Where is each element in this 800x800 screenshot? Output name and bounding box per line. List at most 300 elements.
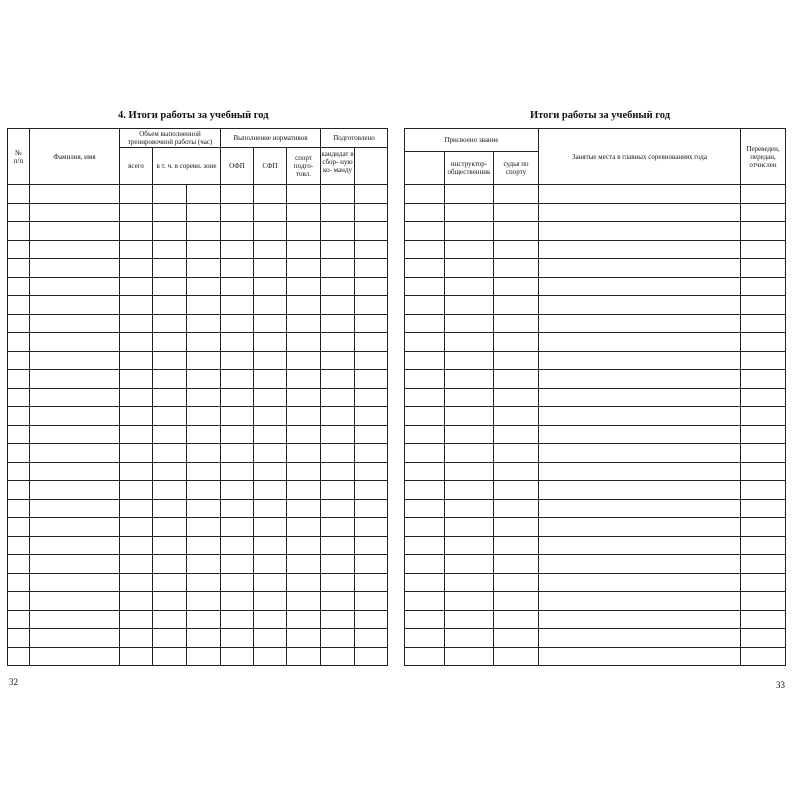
right-cell[interactable] <box>741 277 786 296</box>
right-cell[interactable] <box>494 370 539 389</box>
right-cell[interactable] <box>405 388 445 407</box>
left-cell[interactable] <box>30 388 120 407</box>
right-cell[interactable] <box>741 314 786 333</box>
left-cell[interactable] <box>287 314 321 333</box>
right-cell[interactable] <box>494 425 539 444</box>
left-cell[interactable] <box>30 647 120 666</box>
left-cell[interactable] <box>254 555 287 574</box>
right-cell[interactable] <box>539 203 741 222</box>
left-cell[interactable] <box>8 592 30 611</box>
left-cell[interactable] <box>221 647 254 666</box>
left-cell[interactable] <box>254 370 287 389</box>
left-cell[interactable] <box>254 388 287 407</box>
left-cell[interactable] <box>287 444 321 463</box>
left-cell[interactable] <box>321 388 355 407</box>
right-cell[interactable] <box>494 629 539 648</box>
left-cell[interactable] <box>187 592 221 611</box>
left-cell[interactable] <box>287 499 321 518</box>
right-cell[interactable] <box>741 222 786 241</box>
left-cell[interactable] <box>221 573 254 592</box>
left-cell[interactable] <box>355 425 388 444</box>
right-cell[interactable] <box>539 592 741 611</box>
right-cell[interactable] <box>445 259 494 278</box>
left-cell[interactable] <box>120 351 153 370</box>
right-cell[interactable] <box>494 277 539 296</box>
left-cell[interactable] <box>153 573 187 592</box>
right-cell[interactable] <box>445 333 494 352</box>
right-cell[interactable] <box>494 592 539 611</box>
left-cell[interactable] <box>254 425 287 444</box>
left-cell[interactable] <box>254 462 287 481</box>
left-cell[interactable] <box>30 314 120 333</box>
left-cell[interactable] <box>153 610 187 629</box>
left-cell[interactable] <box>30 370 120 389</box>
right-cell[interactable] <box>741 425 786 444</box>
left-cell[interactable] <box>187 296 221 315</box>
left-cell[interactable] <box>120 555 153 574</box>
left-cell[interactable] <box>120 407 153 426</box>
left-cell[interactable] <box>30 425 120 444</box>
left-cell[interactable] <box>321 536 355 555</box>
left-cell[interactable] <box>8 647 30 666</box>
left-cell[interactable] <box>120 647 153 666</box>
left-cell[interactable] <box>221 314 254 333</box>
left-cell[interactable] <box>120 388 153 407</box>
right-cell[interactable] <box>539 388 741 407</box>
left-cell[interactable] <box>187 536 221 555</box>
right-cell[interactable] <box>539 462 741 481</box>
left-cell[interactable] <box>355 370 388 389</box>
right-cell[interactable] <box>445 240 494 259</box>
left-cell[interactable] <box>321 499 355 518</box>
left-cell[interactable] <box>8 388 30 407</box>
right-cell[interactable] <box>741 462 786 481</box>
right-cell[interactable] <box>445 185 494 204</box>
left-cell[interactable] <box>221 277 254 296</box>
right-cell[interactable] <box>741 370 786 389</box>
right-cell[interactable] <box>539 573 741 592</box>
left-cell[interactable] <box>321 610 355 629</box>
left-cell[interactable] <box>120 240 153 259</box>
left-cell[interactable] <box>187 555 221 574</box>
left-cell[interactable] <box>355 518 388 537</box>
left-cell[interactable] <box>287 259 321 278</box>
left-cell[interactable] <box>153 555 187 574</box>
right-cell[interactable] <box>539 518 741 537</box>
right-cell[interactable] <box>445 296 494 315</box>
right-cell[interactable] <box>405 314 445 333</box>
right-cell[interactable] <box>494 462 539 481</box>
left-cell[interactable] <box>187 351 221 370</box>
left-cell[interactable] <box>321 277 355 296</box>
left-cell[interactable] <box>120 259 153 278</box>
right-cell[interactable] <box>539 647 741 666</box>
left-cell[interactable] <box>120 462 153 481</box>
left-cell[interactable] <box>321 240 355 259</box>
left-cell[interactable] <box>287 240 321 259</box>
left-cell[interactable] <box>254 296 287 315</box>
right-cell[interactable] <box>405 222 445 241</box>
right-cell[interactable] <box>494 351 539 370</box>
right-cell[interactable] <box>494 259 539 278</box>
left-cell[interactable] <box>153 518 187 537</box>
left-cell[interactable] <box>355 592 388 611</box>
left-cell[interactable] <box>153 388 187 407</box>
right-cell[interactable] <box>445 462 494 481</box>
left-cell[interactable] <box>254 573 287 592</box>
left-cell[interactable] <box>355 185 388 204</box>
left-cell[interactable] <box>221 518 254 537</box>
left-cell[interactable] <box>221 333 254 352</box>
right-cell[interactable] <box>539 444 741 463</box>
left-cell[interactable] <box>8 573 30 592</box>
left-cell[interactable] <box>187 647 221 666</box>
right-cell[interactable] <box>741 629 786 648</box>
right-cell[interactable] <box>741 647 786 666</box>
left-cell[interactable] <box>187 425 221 444</box>
left-cell[interactable] <box>153 647 187 666</box>
left-cell[interactable] <box>187 518 221 537</box>
left-cell[interactable] <box>355 647 388 666</box>
left-cell[interactable] <box>355 296 388 315</box>
right-cell[interactable] <box>405 629 445 648</box>
left-cell[interactable] <box>153 407 187 426</box>
right-cell[interactable] <box>539 610 741 629</box>
left-cell[interactable] <box>221 462 254 481</box>
left-cell[interactable] <box>187 462 221 481</box>
left-cell[interactable] <box>120 370 153 389</box>
left-cell[interactable] <box>287 333 321 352</box>
left-cell[interactable] <box>254 203 287 222</box>
right-cell[interactable] <box>539 314 741 333</box>
right-cell[interactable] <box>741 555 786 574</box>
left-cell[interactable] <box>254 277 287 296</box>
left-cell[interactable] <box>355 259 388 278</box>
left-cell[interactable] <box>153 629 187 648</box>
left-cell[interactable] <box>287 647 321 666</box>
left-cell[interactable] <box>8 555 30 574</box>
left-cell[interactable] <box>153 351 187 370</box>
right-cell[interactable] <box>445 555 494 574</box>
right-cell[interactable] <box>539 499 741 518</box>
left-cell[interactable] <box>287 407 321 426</box>
right-cell[interactable] <box>445 277 494 296</box>
right-cell[interactable] <box>741 592 786 611</box>
left-cell[interactable] <box>120 629 153 648</box>
right-cell[interactable] <box>539 351 741 370</box>
left-cell[interactable] <box>355 277 388 296</box>
left-cell[interactable] <box>355 481 388 500</box>
left-cell[interactable] <box>187 481 221 500</box>
right-cell[interactable] <box>405 277 445 296</box>
left-cell[interactable] <box>187 407 221 426</box>
left-cell[interactable] <box>187 573 221 592</box>
right-cell[interactable] <box>405 240 445 259</box>
left-cell[interactable] <box>30 259 120 278</box>
left-cell[interactable] <box>153 333 187 352</box>
right-cell[interactable] <box>445 536 494 555</box>
left-cell[interactable] <box>120 481 153 500</box>
left-cell[interactable] <box>321 555 355 574</box>
right-cell[interactable] <box>445 499 494 518</box>
left-cell[interactable] <box>254 499 287 518</box>
left-cell[interactable] <box>355 222 388 241</box>
left-cell[interactable] <box>120 499 153 518</box>
left-cell[interactable] <box>254 629 287 648</box>
left-cell[interactable] <box>8 314 30 333</box>
right-cell[interactable] <box>405 425 445 444</box>
left-cell[interactable] <box>355 444 388 463</box>
left-cell[interactable] <box>120 222 153 241</box>
right-cell[interactable] <box>445 518 494 537</box>
left-cell[interactable] <box>120 314 153 333</box>
right-cell[interactable] <box>494 647 539 666</box>
left-cell[interactable] <box>187 277 221 296</box>
left-cell[interactable] <box>321 203 355 222</box>
left-cell[interactable] <box>254 222 287 241</box>
left-cell[interactable] <box>30 481 120 500</box>
left-cell[interactable] <box>221 555 254 574</box>
left-cell[interactable] <box>30 536 120 555</box>
left-cell[interactable] <box>153 425 187 444</box>
left-cell[interactable] <box>153 370 187 389</box>
left-cell[interactable] <box>120 203 153 222</box>
right-cell[interactable] <box>445 573 494 592</box>
right-cell[interactable] <box>494 610 539 629</box>
left-cell[interactable] <box>187 222 221 241</box>
left-cell[interactable] <box>8 370 30 389</box>
left-cell[interactable] <box>254 536 287 555</box>
left-cell[interactable] <box>153 462 187 481</box>
left-cell[interactable] <box>287 296 321 315</box>
right-cell[interactable] <box>405 481 445 500</box>
right-cell[interactable] <box>405 610 445 629</box>
right-cell[interactable] <box>405 407 445 426</box>
right-cell[interactable] <box>741 499 786 518</box>
left-cell[interactable] <box>321 444 355 463</box>
left-cell[interactable] <box>254 647 287 666</box>
left-cell[interactable] <box>321 370 355 389</box>
left-cell[interactable] <box>221 592 254 611</box>
right-cell[interactable] <box>405 351 445 370</box>
right-cell[interactable] <box>405 536 445 555</box>
left-cell[interactable] <box>254 333 287 352</box>
left-cell[interactable] <box>221 296 254 315</box>
left-cell[interactable] <box>187 499 221 518</box>
left-cell[interactable] <box>187 629 221 648</box>
left-cell[interactable] <box>8 203 30 222</box>
left-cell[interactable] <box>120 185 153 204</box>
left-cell[interactable] <box>287 203 321 222</box>
right-cell[interactable] <box>494 388 539 407</box>
left-cell[interactable] <box>287 592 321 611</box>
right-cell[interactable] <box>539 259 741 278</box>
right-cell[interactable] <box>445 592 494 611</box>
left-cell[interactable] <box>30 333 120 352</box>
right-cell[interactable] <box>405 499 445 518</box>
left-cell[interactable] <box>355 388 388 407</box>
right-cell[interactable] <box>494 573 539 592</box>
left-cell[interactable] <box>30 444 120 463</box>
left-cell[interactable] <box>321 333 355 352</box>
left-cell[interactable] <box>8 333 30 352</box>
left-cell[interactable] <box>321 462 355 481</box>
left-cell[interactable] <box>254 259 287 278</box>
left-cell[interactable] <box>287 629 321 648</box>
right-cell[interactable] <box>405 555 445 574</box>
right-cell[interactable] <box>405 592 445 611</box>
left-cell[interactable] <box>355 536 388 555</box>
left-cell[interactable] <box>120 610 153 629</box>
left-cell[interactable] <box>287 610 321 629</box>
right-cell[interactable] <box>494 499 539 518</box>
left-cell[interactable] <box>221 425 254 444</box>
left-cell[interactable] <box>153 185 187 204</box>
right-cell[interactable] <box>539 425 741 444</box>
left-cell[interactable] <box>355 203 388 222</box>
left-cell[interactable] <box>321 518 355 537</box>
right-cell[interactable] <box>405 203 445 222</box>
left-cell[interactable] <box>8 518 30 537</box>
left-cell[interactable] <box>287 425 321 444</box>
left-cell[interactable] <box>187 314 221 333</box>
left-cell[interactable] <box>30 592 120 611</box>
right-cell[interactable] <box>539 481 741 500</box>
right-cell[interactable] <box>494 555 539 574</box>
left-cell[interactable] <box>120 333 153 352</box>
left-cell[interactable] <box>120 277 153 296</box>
right-cell[interactable] <box>539 407 741 426</box>
left-cell[interactable] <box>221 203 254 222</box>
left-cell[interactable] <box>221 185 254 204</box>
left-cell[interactable] <box>221 407 254 426</box>
left-cell[interactable] <box>153 536 187 555</box>
left-cell[interactable] <box>187 203 221 222</box>
left-cell[interactable] <box>221 444 254 463</box>
left-cell[interactable] <box>153 499 187 518</box>
right-cell[interactable] <box>445 370 494 389</box>
left-cell[interactable] <box>8 499 30 518</box>
right-cell[interactable] <box>741 351 786 370</box>
left-cell[interactable] <box>254 351 287 370</box>
right-cell[interactable] <box>741 333 786 352</box>
right-cell[interactable] <box>494 444 539 463</box>
left-cell[interactable] <box>120 444 153 463</box>
right-cell[interactable] <box>405 462 445 481</box>
right-cell[interactable] <box>494 536 539 555</box>
left-cell[interactable] <box>187 240 221 259</box>
right-cell[interactable] <box>494 333 539 352</box>
right-cell[interactable] <box>445 203 494 222</box>
right-cell[interactable] <box>445 222 494 241</box>
left-cell[interactable] <box>254 518 287 537</box>
left-cell[interactable] <box>254 407 287 426</box>
left-cell[interactable] <box>355 407 388 426</box>
right-cell[interactable] <box>494 314 539 333</box>
left-cell[interactable] <box>153 481 187 500</box>
left-cell[interactable] <box>254 610 287 629</box>
right-cell[interactable] <box>445 407 494 426</box>
right-cell[interactable] <box>539 370 741 389</box>
left-cell[interactable] <box>187 444 221 463</box>
left-cell[interactable] <box>8 407 30 426</box>
left-cell[interactable] <box>187 259 221 278</box>
left-cell[interactable] <box>8 610 30 629</box>
left-cell[interactable] <box>287 370 321 389</box>
left-cell[interactable] <box>254 314 287 333</box>
left-cell[interactable] <box>153 240 187 259</box>
left-cell[interactable] <box>321 647 355 666</box>
left-cell[interactable] <box>221 351 254 370</box>
right-cell[interactable] <box>405 444 445 463</box>
right-cell[interactable] <box>741 481 786 500</box>
right-cell[interactable] <box>741 573 786 592</box>
left-cell[interactable] <box>321 592 355 611</box>
left-cell[interactable] <box>30 296 120 315</box>
left-cell[interactable] <box>8 481 30 500</box>
left-cell[interactable] <box>153 222 187 241</box>
left-cell[interactable] <box>30 185 120 204</box>
left-cell[interactable] <box>221 370 254 389</box>
right-cell[interactable] <box>445 425 494 444</box>
left-cell[interactable] <box>221 259 254 278</box>
right-cell[interactable] <box>445 314 494 333</box>
left-cell[interactable] <box>153 314 187 333</box>
left-cell[interactable] <box>287 536 321 555</box>
left-cell[interactable] <box>321 351 355 370</box>
left-cell[interactable] <box>187 610 221 629</box>
left-cell[interactable] <box>30 555 120 574</box>
right-cell[interactable] <box>494 222 539 241</box>
right-cell[interactable] <box>741 536 786 555</box>
right-cell[interactable] <box>741 407 786 426</box>
left-cell[interactable] <box>30 240 120 259</box>
left-cell[interactable] <box>153 444 187 463</box>
right-cell[interactable] <box>741 444 786 463</box>
left-cell[interactable] <box>287 388 321 407</box>
left-cell[interactable] <box>8 259 30 278</box>
left-cell[interactable] <box>153 259 187 278</box>
left-cell[interactable] <box>153 592 187 611</box>
right-cell[interactable] <box>494 518 539 537</box>
right-cell[interactable] <box>445 444 494 463</box>
left-cell[interactable] <box>30 277 120 296</box>
right-cell[interactable] <box>539 296 741 315</box>
right-cell[interactable] <box>741 203 786 222</box>
left-cell[interactable] <box>8 222 30 241</box>
left-cell[interactable] <box>221 481 254 500</box>
left-cell[interactable] <box>30 499 120 518</box>
left-cell[interactable] <box>321 314 355 333</box>
left-cell[interactable] <box>355 314 388 333</box>
left-cell[interactable] <box>321 425 355 444</box>
left-cell[interactable] <box>30 407 120 426</box>
left-cell[interactable] <box>287 222 321 241</box>
right-cell[interactable] <box>494 185 539 204</box>
left-cell[interactable] <box>254 240 287 259</box>
right-cell[interactable] <box>405 518 445 537</box>
left-cell[interactable] <box>221 536 254 555</box>
right-cell[interactable] <box>539 536 741 555</box>
left-cell[interactable] <box>254 481 287 500</box>
right-cell[interactable] <box>445 481 494 500</box>
left-cell[interactable] <box>30 203 120 222</box>
right-cell[interactable] <box>405 259 445 278</box>
left-cell[interactable] <box>287 573 321 592</box>
left-cell[interactable] <box>221 610 254 629</box>
right-cell[interactable] <box>494 407 539 426</box>
right-cell[interactable] <box>405 573 445 592</box>
